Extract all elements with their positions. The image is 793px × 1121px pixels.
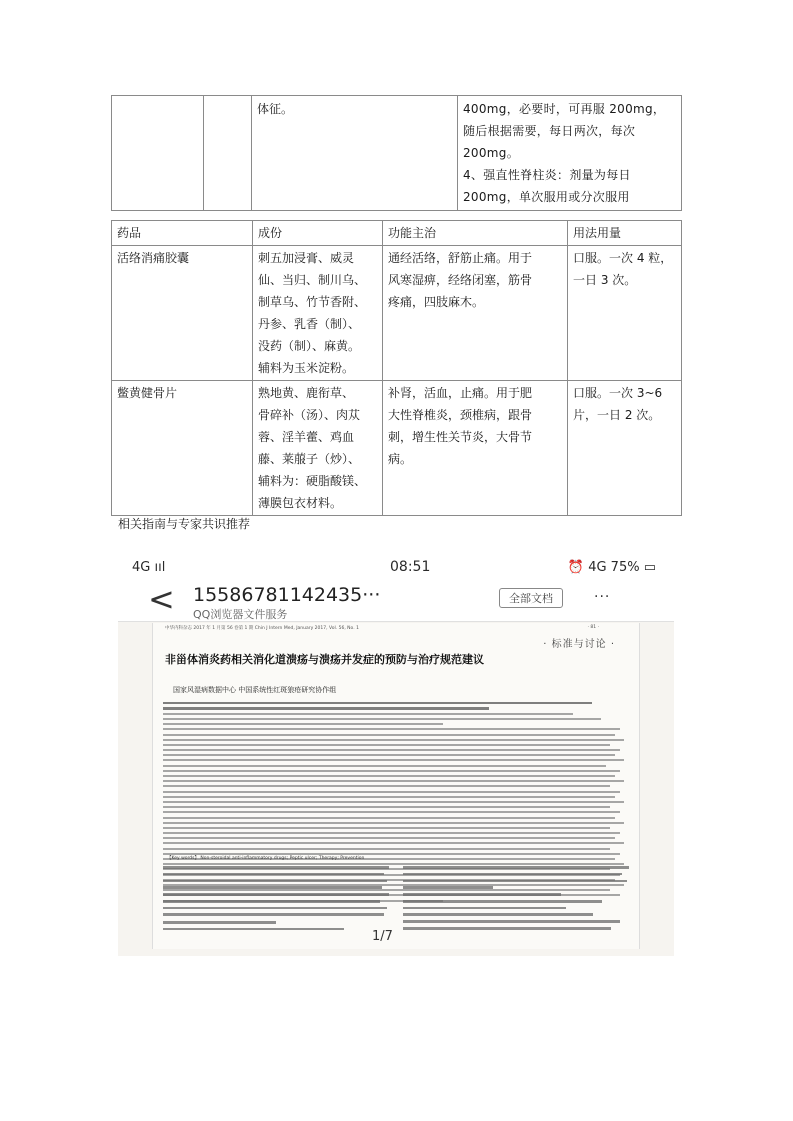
cell-line: 刺，增生性关节炎，大骨节 — [388, 430, 533, 444]
drug-table — [111, 220, 682, 516]
battery-indicator: ⏰ 4G 75% ▭ — [567, 560, 656, 575]
cell-line: 辅料为：硬脂酸镁、 — [258, 474, 367, 488]
browser-navbar — [118, 581, 674, 622]
status-time: 08:51 — [390, 559, 431, 575]
more-options-icon[interactable]: ··· — [594, 589, 611, 605]
ingredients-cell — [253, 381, 383, 516]
body-text-left-column — [163, 866, 389, 935]
back-arrow-icon[interactable]: < — [148, 580, 175, 618]
cell-line: 200mg。 — [463, 146, 520, 160]
journal-header: 中华内科杂志 2017 年 1 月第 56 卷第 1 期 Chin J Intern Med, January 2017, Vol. 56, No. 1 — [165, 626, 359, 631]
cell-line: 丹参、乳香（制）、 — [258, 317, 361, 331]
cell-line: 口服。一次 4 粒， — [573, 251, 673, 265]
function-cell — [383, 246, 568, 381]
cell-line: 没药（制）、麻黄。 — [258, 339, 361, 353]
cell-line: 片，一日 2 次。 — [573, 408, 661, 422]
table-header-row — [112, 221, 682, 246]
table-cell — [112, 96, 204, 211]
section-heading: 相关指南与专家共识推荐 — [118, 517, 251, 531]
cell-line: 400mg，必要时，可再服 200mg， — [463, 102, 666, 116]
phone-screenshot — [118, 557, 674, 956]
function-cell — [383, 381, 568, 516]
cell-line: 4、强直性脊柱炎：剂量为每日 — [463, 168, 631, 182]
cell-line: 补肾，活血，止痛。用于肥 — [388, 386, 533, 400]
header-cell: 用法用量 — [568, 221, 682, 246]
cell-line: 病。 — [388, 452, 413, 466]
table-row — [112, 246, 682, 381]
all-documents-button[interactable]: 全部文档 — [499, 588, 563, 608]
body-text-right-column — [403, 866, 629, 934]
usage-cell — [568, 246, 682, 381]
cell-line: 一日 3 次。 — [573, 273, 637, 287]
article-category: · 标准与讨论 · — [543, 639, 615, 650]
header-cell: 药品 — [112, 221, 253, 246]
cell-line: 刺五加浸膏、威灵 — [258, 251, 355, 265]
drug-name: 鳖黄健骨片 — [112, 381, 253, 516]
cell-line: 随后根据需要，每日两次，每次 — [463, 124, 636, 138]
cell-line: 骨碎补（汤）、肉苁 — [258, 408, 361, 422]
cell-line: 疼痛，四肢麻木。 — [388, 295, 485, 309]
cell-text: 体征。 — [257, 102, 294, 116]
cell-line: 通经活络，舒筋止痛。用于 — [388, 251, 533, 265]
table-cell — [458, 96, 682, 211]
header-cell: 功能主治 — [383, 221, 568, 246]
cell-line: 风寒湿痹，经络闭塞，筋骨 — [388, 273, 533, 287]
cell-line: 200mg，单次服用或分次服用 — [463, 190, 630, 204]
signal-indicator: 4G ııl — [132, 560, 166, 575]
usage-cell — [568, 381, 682, 516]
document-title: 15586781142435··· — [193, 584, 381, 606]
page-indicator: 1/7 — [372, 929, 393, 944]
cell-line: 制草乌、竹节香附、 — [258, 295, 367, 309]
document-page[interactable] — [152, 623, 640, 949]
article-title: 非甾体消炎药相关消化道溃疡与溃疡并发症的预防与治疗规范建议 — [165, 653, 484, 666]
document-subtitle: QQ浏览器文件服务 — [193, 608, 288, 621]
table-row — [112, 96, 682, 211]
status-bar — [118, 557, 674, 581]
ingredients-cell — [253, 246, 383, 381]
page-number: · 81 · — [587, 625, 599, 630]
cell-line: 辅料为玉米淀粉。 — [258, 361, 355, 375]
cell-line: 仙、当归、制川乌、 — [258, 273, 367, 287]
table-cell — [204, 96, 252, 211]
keywords-line: 【Key words】 Non-steroidal anti-inflammatory drugs; Peptic ulcer; Therapy; Prevention — [167, 856, 365, 861]
header-cell: 成份 — [253, 221, 383, 246]
table-row — [112, 381, 682, 516]
dosage-table-continued — [111, 95, 682, 211]
cell-line: 薄膜包衣材料。 — [258, 496, 343, 510]
cell-line: 藤、莱菔子（炒）、 — [258, 452, 361, 466]
article-authors: 国家风湿病数据中心 中国系统性红斑狼疮研究协作组 — [173, 686, 337, 694]
cell-line: 大性脊椎炎，颈椎病，跟骨 — [388, 408, 533, 422]
cell-line: 蓉、淫羊藿、鸡血 — [258, 430, 355, 444]
table-cell — [252, 96, 458, 211]
cell-line: 熟地黄、鹿衔草、 — [258, 386, 355, 400]
drug-name: 活络消痛胶囊 — [112, 246, 253, 381]
cell-line: 口服。一次 3~6 — [573, 386, 663, 400]
